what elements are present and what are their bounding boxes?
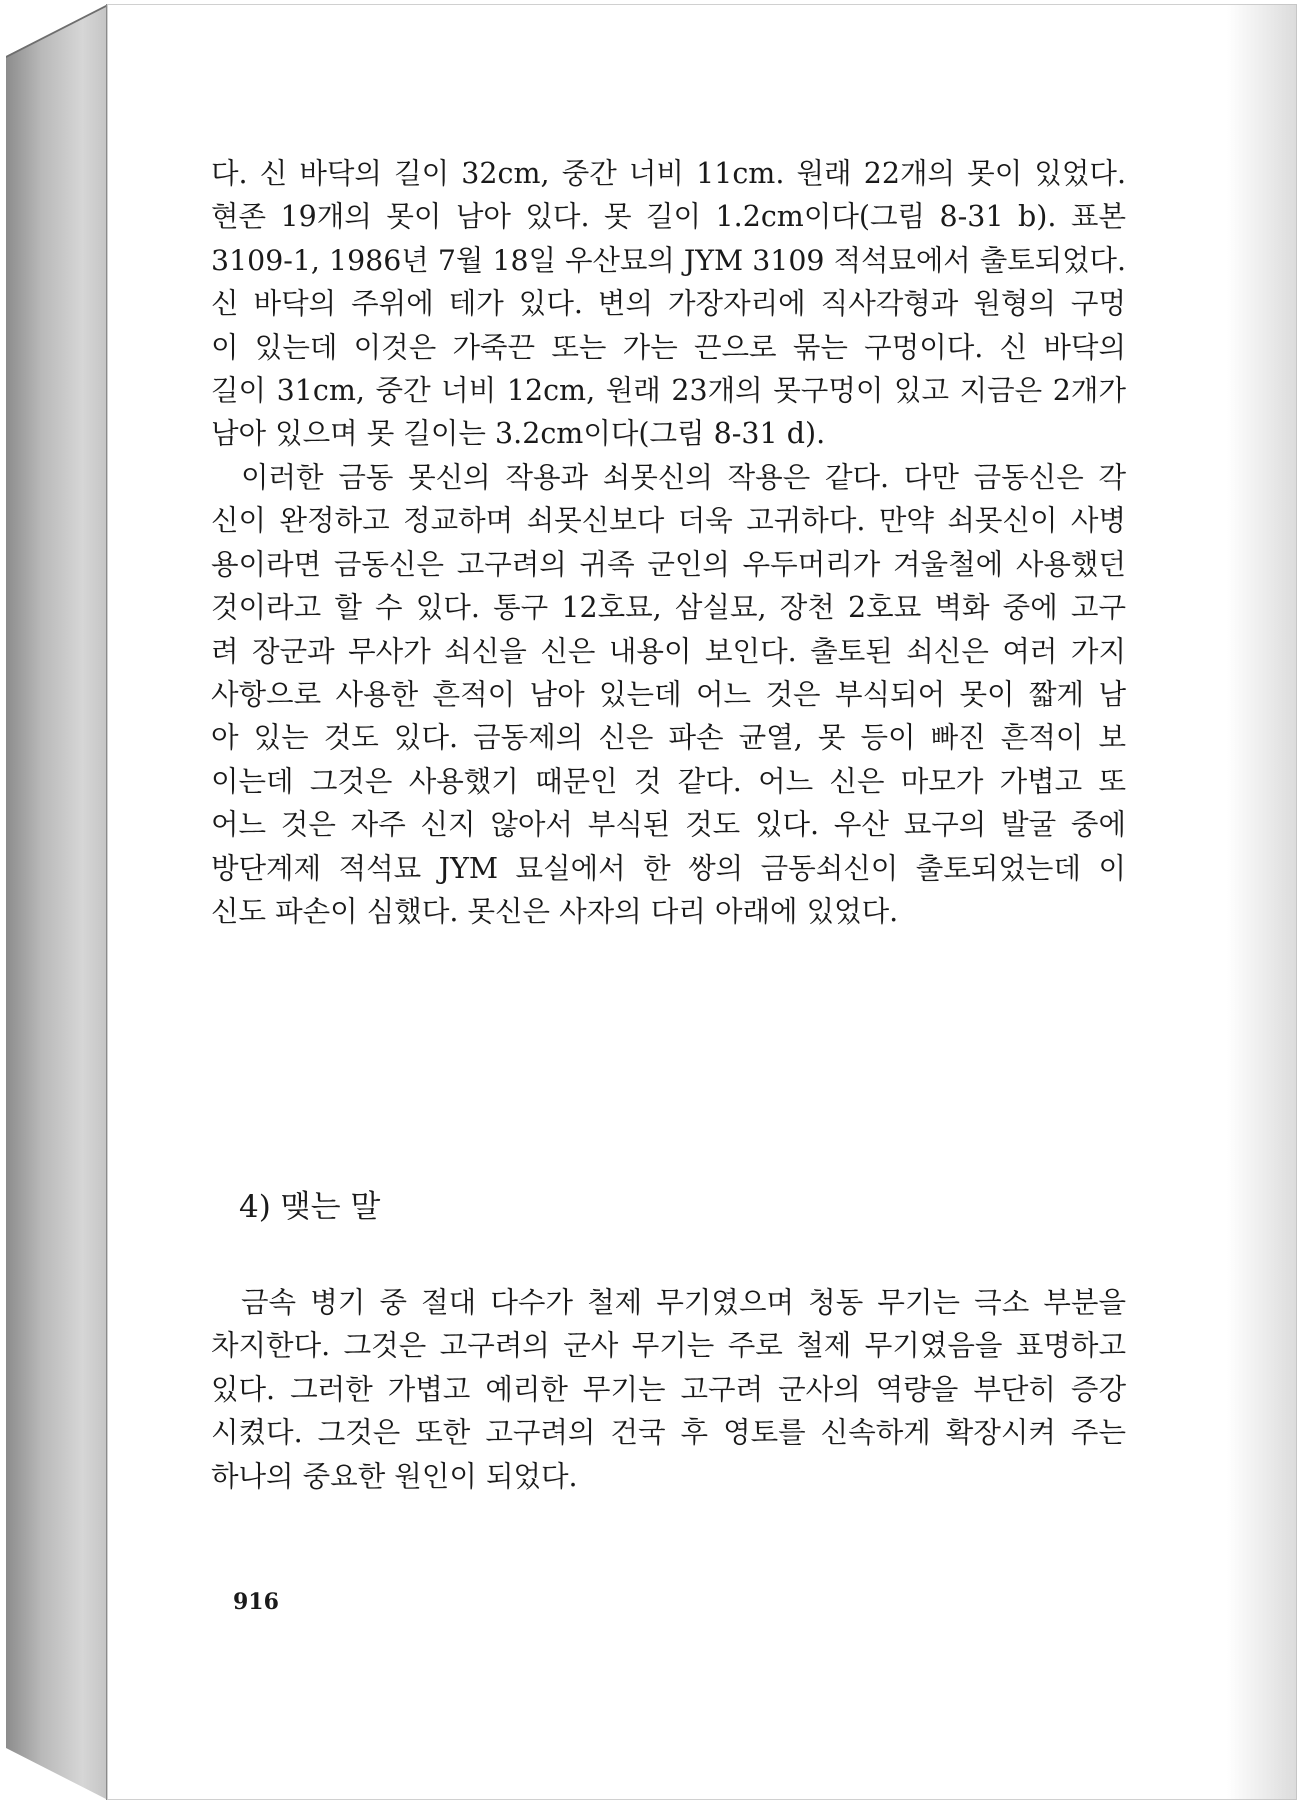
paragraph-2-line: 이러한 금동 못신의 작용과 쇠못신의 작용은 같다. 다만 금동신은 각: [241, 461, 1126, 494]
paragraph-3-line: 하나의 중요한 원인이 되었다.: [211, 1459, 578, 1493]
paragraph-1-line: 다. 신 바닥의 길이 32cm, 중간 너비 11cm. 원래 22개의 못이 있었다.: [211, 157, 1126, 190]
paragraph-2-line: 어느 것은 자주 신지 않아서 부식된 것도 있다. 우산 묘구의 발굴 중에: [211, 808, 1126, 842]
paragraph-3-line: 시켰다. 그것은 또한 고구려의 건국 후 영토를 신속하게 확장시켜 주는: [211, 1416, 1126, 1450]
paragraph-2-line: 신도 파손이 심했다. 못신은 사자의 다리 아래에 있었다.: [211, 895, 899, 929]
page-edge-shadow: [1227, 4, 1297, 1800]
page-sheet: [106, 4, 1297, 1800]
paragraph-2-line: 방단계제 적석묘 JYM 묘실에서 한 쌍의 금동쇠신이 출토되었는데 이: [211, 851, 1126, 885]
paragraph-2: [211, 456, 1126, 933]
paragraph-2-line: 것이라고 할 수 있다. 통구 12호묘, 삼실묘, 장천 2호묘 벽화 중에 고구: [211, 591, 1126, 625]
paragraph-1-line: 신 바닥의 주위에 테가 있다. 변의 가장자리에 직사각형과 원형의 구멍: [211, 287, 1126, 321]
paragraph-1-line: 남아 있으며 못 길이는 3.2cm이다(그림 8-31 d).: [211, 417, 826, 451]
paragraph-1-line: 3109-1, 1986년 7월 18일 우산묘의 JYM 3109 적석묘에서 출토되었다.: [211, 243, 1126, 277]
paragraph-2-line: 사항으로 사용한 흔적이 남아 있는데 어느 것은 부식되어 못이 짧게 남: [211, 678, 1126, 712]
paragraph-2-line: 아 있는 것도 있다. 금동제의 신은 파손 균열, 못 등이 빠진 흔적이 보: [211, 721, 1126, 755]
paragraph-1: [211, 152, 1126, 456]
paragraph-1-line: 현존 19개의 못이 남아 있다. 못 길이 1.2cm이다(그림 8-31 b). 표본: [211, 200, 1126, 234]
paragraph-1-line: 이 있는데 이것은 가죽끈 또는 가는 끈으로 묶는 구멍이다. 신 바닥의: [211, 330, 1126, 364]
paragraph-1-line: 길이 31cm, 중간 너비 12cm, 원래 23개의 못구멍이 있고 지금은 2개가: [211, 374, 1126, 408]
page-number: 916: [233, 1589, 279, 1615]
paragraph-3: [211, 1281, 1126, 1498]
paragraph-3-line: 금속 병기 중 절대 다수가 철제 무기였으며 청동 무기는 극소 부분을: [241, 1286, 1126, 1319]
paragraph-3-line: 있다. 그러한 가볍고 예리한 무기는 고구려 군사의 역량을 부단히 증강: [211, 1372, 1126, 1406]
paragraph-2-line: 이는데 그것은 사용했기 때문인 것 같다. 어느 신은 마모가 가볍고 또: [211, 764, 1126, 798]
paragraph-3-line: 차지한다. 그것은 고구려의 군사 무기는 주로 철제 무기였음을 표명하고: [211, 1329, 1126, 1363]
paragraph-2-line: 려 장군과 무사가 쇠신을 신은 내용이 보인다. 출토된 쇠신은 여러 가지: [211, 634, 1126, 668]
book-spine: [6, 4, 108, 1800]
section-heading: 4) 맺는 말: [239, 1189, 381, 1225]
paragraph-2-line: 용이라면 금동신은 고구려의 귀족 군인의 우두머리가 겨울철에 사용했던: [211, 547, 1126, 581]
paragraph-2-line: 신이 완정하고 정교하며 쇠못신보다 더욱 고귀하다. 만약 쇠못신이 사병: [211, 504, 1126, 538]
